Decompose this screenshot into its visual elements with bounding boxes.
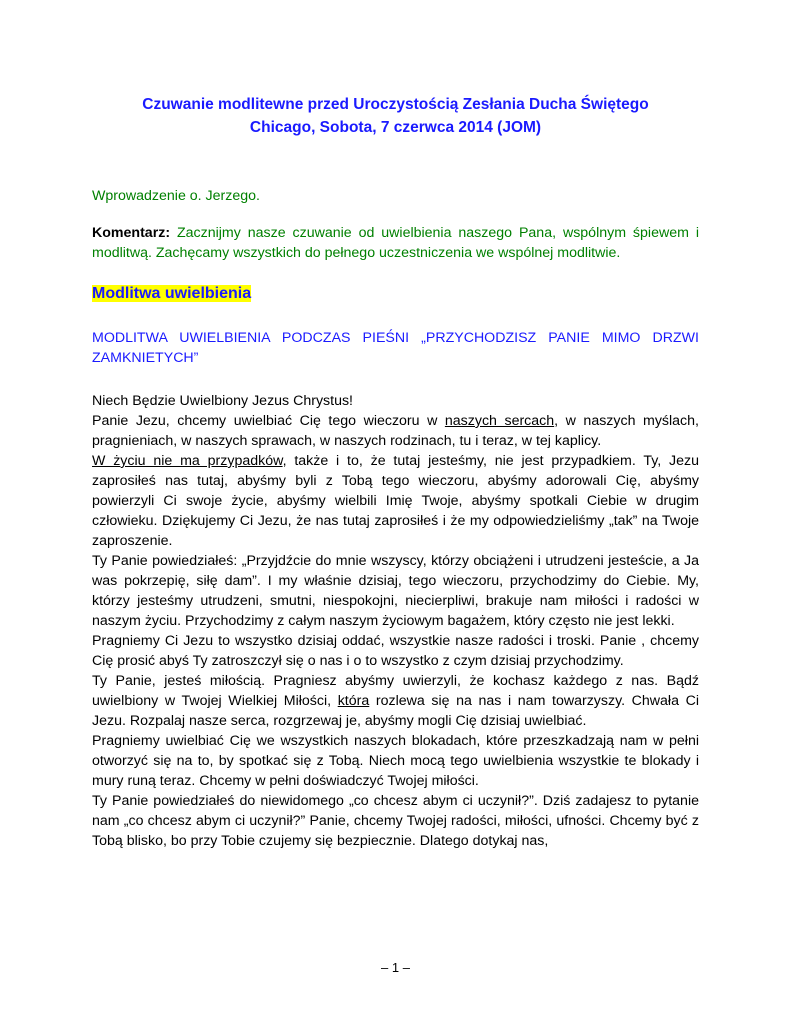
comment-paragraph [92,223,699,263]
section-heading-text: Modlitwa uwielbienia [92,285,252,302]
title-line-1: Czuwanie modlitewne przed Uroczystością Zesłania Ducha Świętego [142,96,649,113]
title-line-2: Chicago, Sobota, 7 czerwca 2014 (JOM) [249,119,542,136]
comment-text: Zacznijmy nasze czuwanie od uwielbienia naszego Pana, wspólnym śpiewem i modlitwą. Zachęcamy wszystkich do pełnego uczestniczenia we wspólnej modlitwie. [92,225,699,261]
prayer-paragraph-7: Ty Panie powiedziałeś do niewidomego „co chcesz abym ci uczynił?”. Dziś zadajesz to pytanie nam „co chcesz abym ci uczynił?” Panie, chcemy Twojej radości, miłości, ufności. Chcemy być z Tobą blisko, bo przy Tobie czujemy się bezpiecznie. Dlatego dotykaj nas, [92,793,699,849]
prayer-paragraph-5 [92,671,699,731]
section-heading [92,283,699,305]
p5-text-b: rozlewa się na nas i nam towarzyszy. Chwała Ci Jezu. Rozpalaj nasze serca, rozgrzewaj je, abyśmy mogli Cię dzisiaj uwielbiać. [92,693,699,729]
p5-text-a: Ty Panie, jesteś miłością. Pragniesz abyśmy uwierzyli, że kochasz każdego z nas. Bądź uwielbiony w Twojej Wielkiej Miłości, [92,673,699,709]
prayer-paragraph-6: Pragniemy uwielbiać Cię we wszystkich naszych blokadach, które przeszkadzają nam w pełni otworzyć się na to, by spotkać się z Tobą. Niech mocą tego uwielbienia wszystkie te blokady i mury runą teraz. Chcemy w pełni doświadczyć Twojej miłości. [92,733,699,789]
comment-label: Komentarz: [92,225,171,241]
p2-underlined: W życiu nie ma przypadków [92,453,283,469]
prayer-paragraph-3: Ty Panie powiedziałeś: „Przyjdźcie do mnie wszyscy, którzy obciążeni i utrudzeni jesteście, a Ja was pokrzepię, siłę dam”. I my właśnie dzisiaj, tego wieczoru, przychodzimy do Ciebie. My, którzy jesteśmy utrudzeni, smutni, niespokojni, niecierpliwi, brakuje nam miłości i radości w naszym życiu. Przychodzimy z całym naszym życiowym bagażem, który często nie jest lekki. [92,553,699,629]
intro-line: Wprowadzenie o. Jerzego. [92,188,260,204]
prayer-paragraph-4: Pragniemy Ci Jezu to wszystko dzisiaj oddać, wszystkie nasze radości i troski. Panie , chcemy Cię prosić abyś Ty zatroszczył się o nas i o to wszystko z czym dzisiaj przychodzimy. [92,633,699,669]
p1-text-b: , w naszych myślach, pragnieniach, w naszych sprawach, w naszych rodzinach, tu i teraz, w tej kaplicy. [92,413,699,449]
p5-underlined: która [337,693,370,709]
p2-text-b: , także i to, że tutaj jesteśmy, nie jest przypadkiem. Ty, Jezu zaprosiłeś nas tutaj, abyśmy byli z Tobą tego wieczoru, abyśmy adorowali Cię, abyśmy powierzyli Ci swoje życie, abyśmy wielbili Imię Twoje, abyśmy spotkali Ciebie w drugim człowieku. Dziękujemy Ci Jezu, że nas tutaj zaprosiłeś i że my odpowiedzieliśmy „tak” na Twoje zaproszenie. [92,453,699,549]
p1-underlined: naszych sercach [444,413,555,429]
greeting-line: Niech Będzie Uwielbiony Jezus Chrystus! [92,393,354,409]
p1-text-a: Panie Jezu, chcemy uwielbiać Cię tego wieczoru w [92,413,445,429]
song-subheading: MODLITWA UWIELBIENIA PODCZAS PIEŚNI „PRZYCHODZISZ PANIE MIMO DRZWI ZAMKNIETYCH” [92,330,699,366]
prayer-paragraph-2 [92,451,699,551]
prayer-paragraph-1 [92,411,699,451]
page-number: – 1 – [381,960,410,975]
document-title [92,93,699,139]
